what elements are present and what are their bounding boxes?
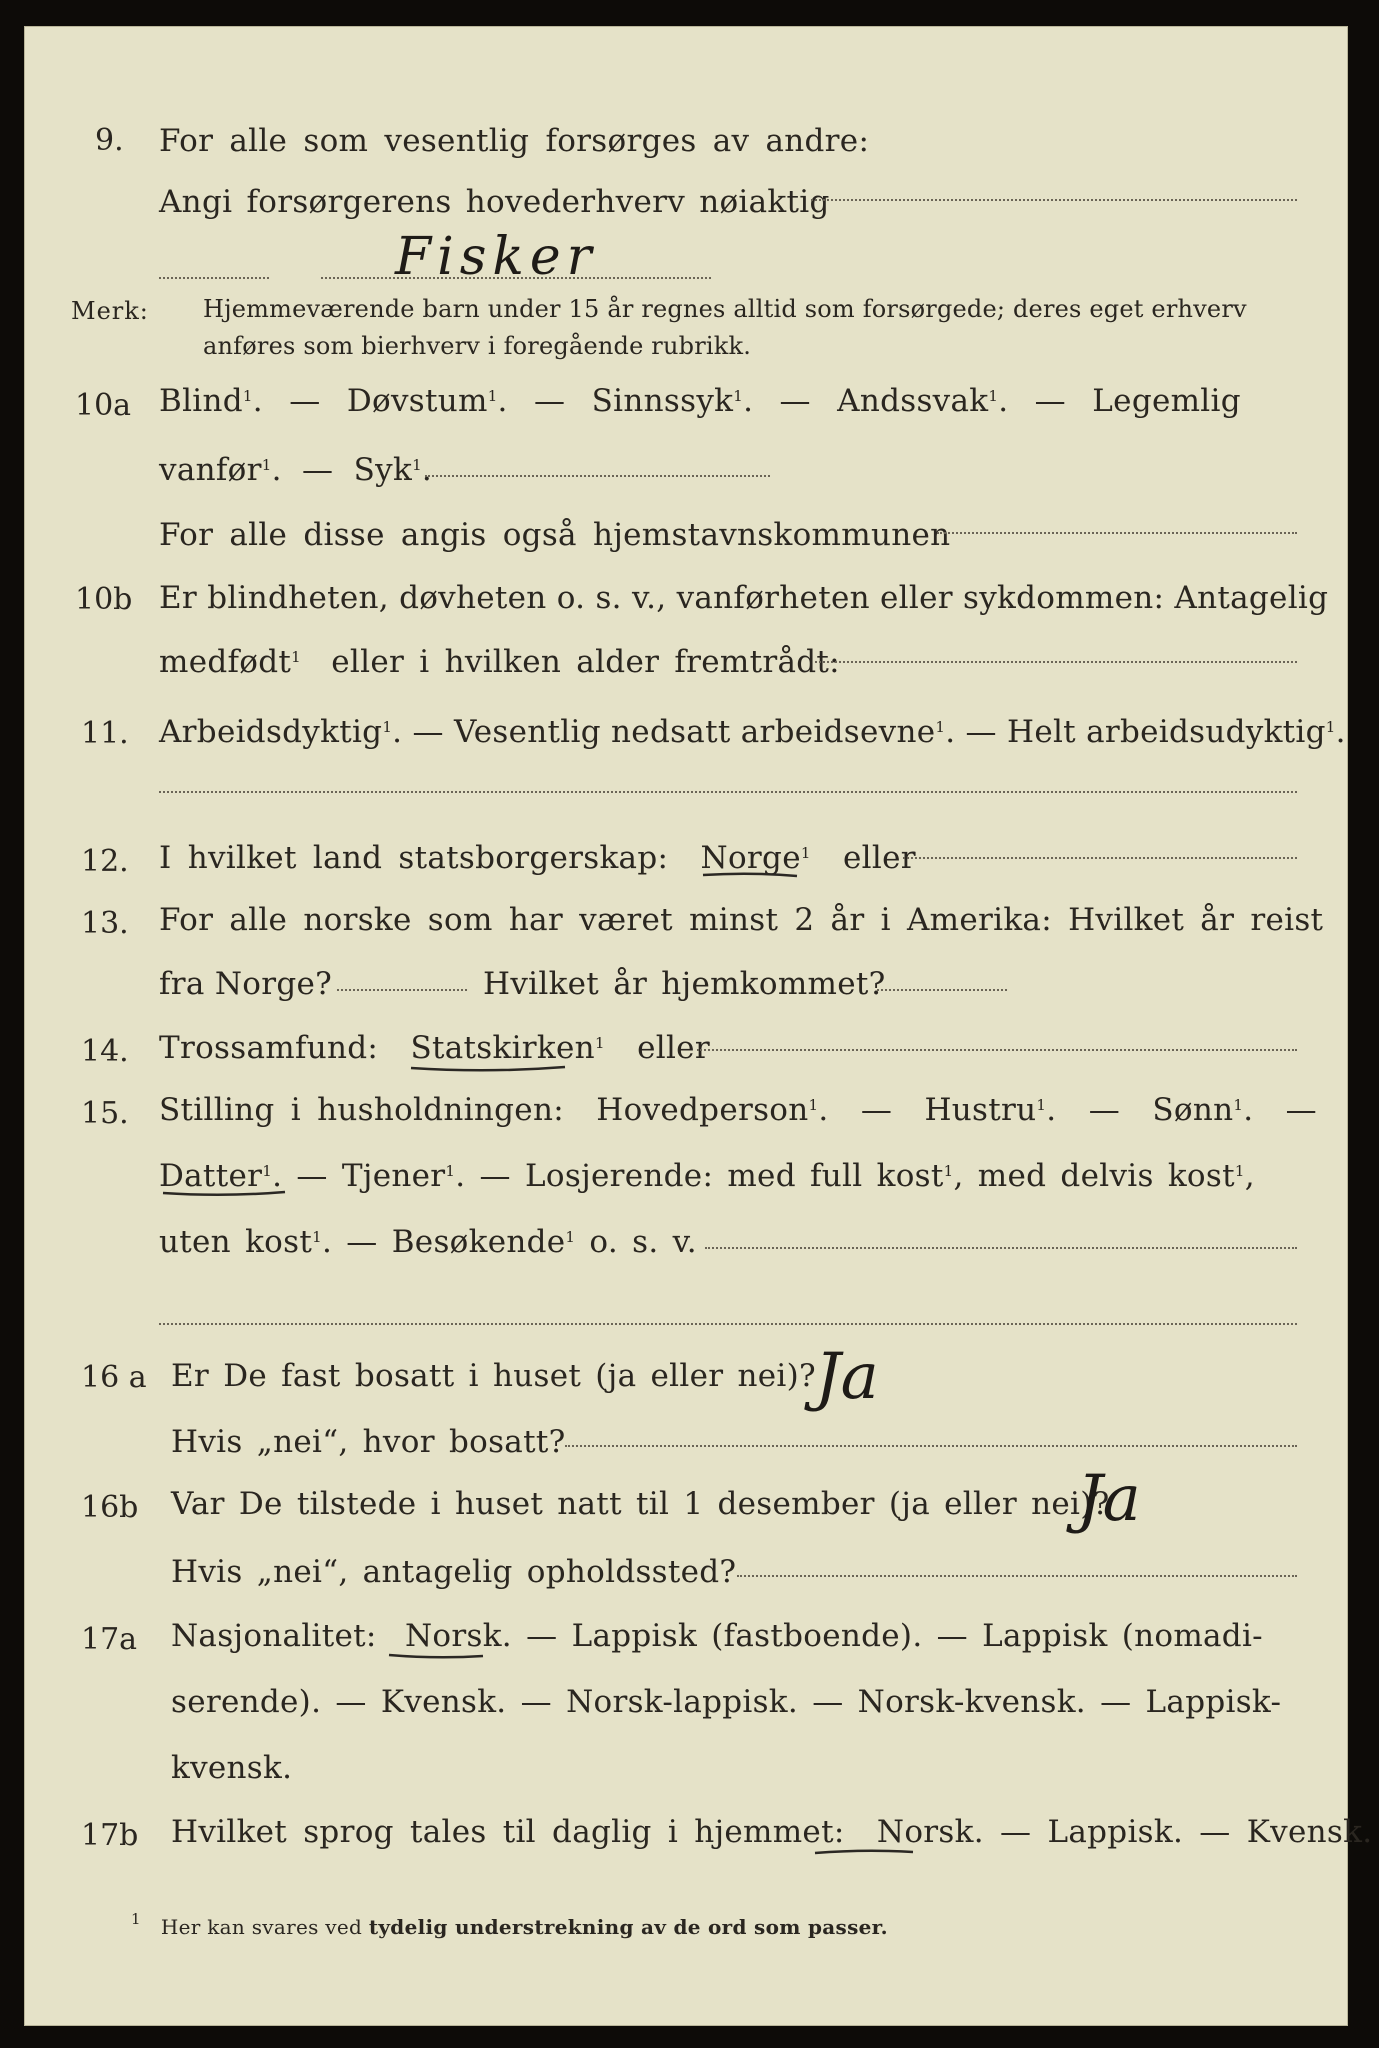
q13-line2-b: Hvilket år hjemkommet? bbox=[483, 966, 886, 1002]
q13-fra-norge-dots bbox=[337, 989, 467, 991]
q17a-line1: Nasjonalitet: Norsk. — Lappisk (fastboende). — Lappisk (nomadi- bbox=[171, 1618, 1263, 1654]
option-andssvak: Andssvak bbox=[837, 383, 989, 419]
q9-answer-dots-left bbox=[159, 277, 269, 279]
option-blind: Blind bbox=[159, 383, 243, 419]
merk-label: Merk: bbox=[71, 297, 149, 325]
option-tjener: Tjener bbox=[341, 1158, 446, 1194]
question-number-16b: 16b bbox=[81, 1490, 139, 1525]
q10a-line1: Blind$^1$. — Døvstum$^1$. — Sinnssyk$^1$. — Andssvak$^1$. — Legemlig bbox=[159, 383, 1241, 419]
question-number-9: 9. bbox=[95, 123, 124, 158]
q13-hjemkommet-dots bbox=[877, 989, 1007, 991]
q13-line2-a: fra Norge? bbox=[159, 966, 333, 1002]
q10a-dotted-line bbox=[425, 475, 770, 477]
option-statskirken: Statskirken bbox=[410, 1030, 595, 1066]
statskirken-underline bbox=[409, 1061, 569, 1075]
merk-line1: Hjemmeværende barn under 15 år regnes alltid som forsørgede; deres eget erhverv bbox=[203, 295, 1247, 323]
q16a-line1: Er De fast bosatt i huset (ja eller nei)? bbox=[171, 1358, 816, 1394]
census-form-sheet bbox=[24, 26, 1373, 2026]
q10b-dotted-line bbox=[815, 661, 1297, 663]
option-norge: Norge bbox=[700, 840, 801, 876]
option-norsk-17b: Norsk. bbox=[876, 1814, 984, 1850]
q15-dotted-line bbox=[705, 1247, 1297, 1249]
q11-dotted-line bbox=[159, 791, 1297, 793]
question-number-15: 15. bbox=[81, 1096, 129, 1131]
q16a-dotted-line bbox=[565, 1445, 1297, 1447]
norsk-underline-17a bbox=[387, 1649, 487, 1663]
option-vanfor: vanfør bbox=[159, 452, 262, 488]
q15-line3: uten kost$^1$. — Besøkende$^1$ o. s. v. bbox=[159, 1224, 697, 1260]
q10b-line1: Er blindheten, døvheten o. s. v., vanførheten eller sykdommen: Antagelig bbox=[159, 580, 1329, 616]
norge-underline bbox=[701, 869, 801, 881]
footnote: $^1$ Her kan svares ved tydelig understrekning av de ord som passer. bbox=[131, 1910, 888, 1939]
q11-line1: Arbeidsdyktig$^1$. — Vesentlig nedsatt arbeidsevne$^1$. — Helt arbeidsudyktig$^1$. bbox=[159, 714, 1346, 750]
q14-line: Trossamfund: Statskirken$^1$ eller bbox=[159, 1030, 710, 1066]
datter-underline bbox=[161, 1187, 289, 1201]
question-number-17b: 17b bbox=[81, 1818, 139, 1853]
q9-line2: Angi forsørgerens hovederhverv nøiaktig bbox=[159, 184, 830, 220]
option-syk: Syk bbox=[353, 452, 413, 488]
q12-dotted-line bbox=[903, 857, 1297, 859]
question-number-10a: 10a bbox=[75, 388, 132, 423]
q16b-handwritten-answer: Ja bbox=[1077, 1462, 1141, 1536]
q12-line: I hvilket land statsborgerskap: Norge$^1$ eller bbox=[159, 840, 916, 876]
q16b-line2: Hvis „nei“, antagelig opholdssted? bbox=[171, 1554, 737, 1590]
question-number-13: 13. bbox=[81, 906, 129, 941]
q16b-dotted-line bbox=[737, 1575, 1297, 1577]
option-legemlig: Legemlig bbox=[1092, 383, 1241, 419]
q10a-line2: vanfør$^1$. — Syk$^1$. bbox=[159, 452, 433, 488]
option-arbeidsdyktig: Arbeidsdyktig bbox=[159, 714, 383, 750]
q17a-line3: kvensk. bbox=[171, 1750, 293, 1786]
question-number-16a: 16 a bbox=[81, 1360, 147, 1395]
q17a-line2: serende). — Kvensk. — Norsk-lappisk. — Norsk-kvensk. — Lappisk- bbox=[171, 1684, 1282, 1720]
norsk-underline-17b bbox=[813, 1845, 917, 1859]
q9-dotted-line bbox=[811, 199, 1297, 201]
q10a-line3: For alle disse angis også hjemstavnskommunen bbox=[159, 517, 951, 553]
q15-line2: Datter$^1$. — Tjener$^1$. — Losjerende: med full kost$^1$, med delvis kost$^1$, bbox=[159, 1158, 1255, 1194]
option-nedsatt: Vesentlig nedsatt arbeidsevne bbox=[453, 714, 936, 750]
option-hustru: Hustru bbox=[924, 1092, 1037, 1128]
q16b-line1: Var De tilstede i huset natt til 1 desember (ja eller nei)? bbox=[171, 1486, 1110, 1522]
q9-handwritten-answer: Fisker bbox=[395, 227, 598, 287]
option-medfodt: medfødt bbox=[159, 644, 292, 680]
q10b-line2: medfødt$^1$ eller i hvilken alder fremtrådt: bbox=[159, 644, 840, 680]
merk-line2: anføres som bierhverv i foregående rubrikk. bbox=[203, 332, 752, 360]
q16a-handwritten-answer: Ja bbox=[815, 1340, 879, 1414]
q14-dotted-line bbox=[697, 1049, 1297, 1051]
question-number-17a: 17a bbox=[81, 1622, 138, 1657]
option-hovedperson: Hovedperson bbox=[596, 1092, 809, 1128]
q16a-line2: Hvis „nei“, hvor bosatt? bbox=[171, 1424, 566, 1460]
q15-dotted-line-2 bbox=[159, 1323, 1297, 1325]
question-number-10b: 10b bbox=[75, 582, 133, 617]
option-datter: Datter bbox=[159, 1158, 263, 1194]
question-number-14: 14. bbox=[81, 1034, 129, 1069]
option-sonn: Sønn bbox=[1152, 1092, 1234, 1128]
option-dovstum: Døvstum bbox=[346, 383, 488, 419]
option-norsk: Norsk. bbox=[405, 1618, 512, 1654]
q13-line1: For alle norske som har været minst 2 år i Amerika: Hvilket år reist bbox=[159, 902, 1324, 938]
option-udyktig: Helt arbeidsudyktig bbox=[1006, 714, 1326, 750]
q9-line1: For alle som vesentlig forsørges av andre: bbox=[159, 123, 870, 159]
q10a-hjemstavn-dots bbox=[937, 532, 1297, 534]
question-number-12: 12. bbox=[81, 844, 129, 879]
option-sinnssyk: Sinnssyk bbox=[591, 383, 734, 419]
q15-line1: Stilling i husholdningen: Hovedperson$^1$. — Hustru$^1$. — Sønn$^1$. — bbox=[159, 1092, 1317, 1128]
question-number-11: 11. bbox=[81, 716, 129, 751]
q17b-line: Hvilket sprog tales til daglig i hjemmet: Norsk. — Lappisk. — Kvensk. bbox=[171, 1814, 1373, 1850]
